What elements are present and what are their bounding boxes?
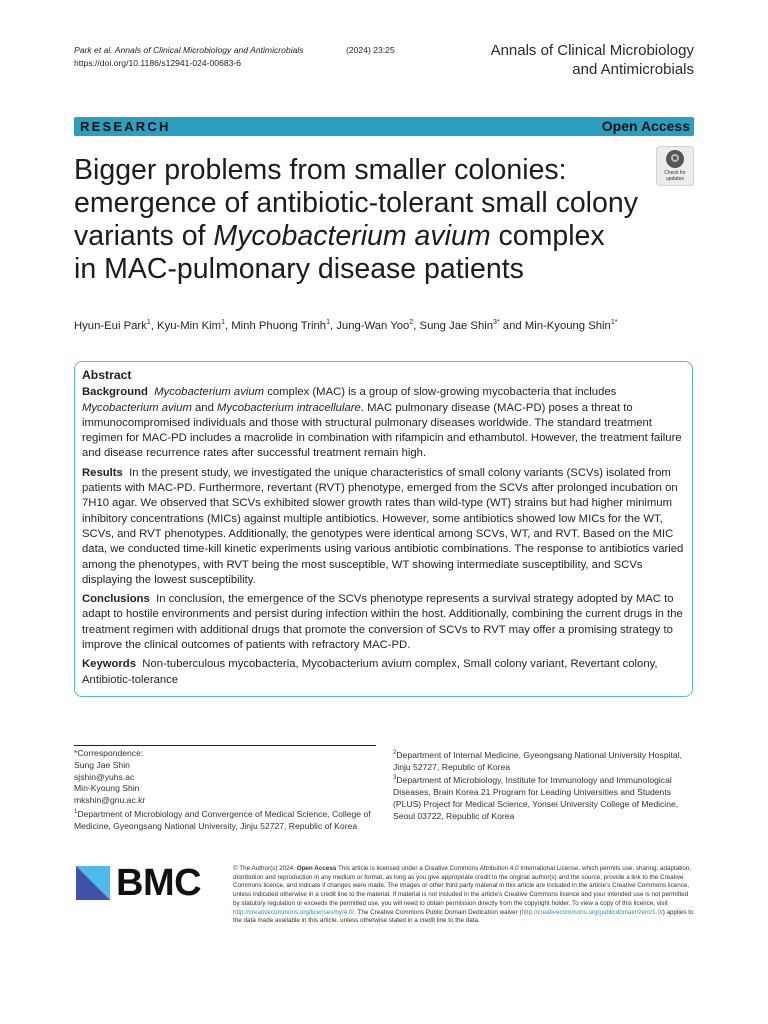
correspondence-label: *Correspondence: [74, 748, 144, 758]
background-label: Background [82, 386, 148, 399]
abstract-results [82, 466, 688, 588]
running-header [74, 44, 395, 70]
email-link[interactable]: mkshin@gnu.ac.kr [74, 795, 146, 806]
author-name: Sung Jae Shin [419, 319, 494, 332]
open-access-label: Open Access [601, 118, 690, 134]
section-banner [74, 117, 694, 136]
author-separator: , [329, 319, 337, 332]
abstract-background [82, 385, 688, 461]
license-text [233, 865, 695, 926]
title-species: Mycobacterium avium [213, 220, 491, 252]
author-name: Min-Kyoung Shin [524, 319, 611, 332]
section-label: RESEARCH [80, 119, 171, 134]
keywords-label: Keywords [82, 658, 136, 671]
title-line: emergence of antibiotic-tolerant small colony [74, 187, 638, 219]
affiliation-2 [393, 748, 693, 773]
author-name: Kyu-Min Kim [157, 319, 222, 332]
doi-link[interactable]: https://doi.org/10.1186/s12941-024-00683-6 [74, 58, 242, 68]
affiliation-text: Department of Microbiology, Institute for Immunology and Immunological Diseases, Brain Korea 21 Program for Leading Universities and Students (PLUS) Project for Medical Science, Yonsei University College of Medicine, Seoul 03722, Republic of Korea [393, 775, 679, 821]
year-volume: (2024) 23:25 [346, 45, 395, 55]
bmc-logo-text: BMC [116, 862, 202, 904]
author-name: Minh Phuong Trinh [231, 319, 327, 332]
abstract-text: complex (MAC) is a group of slow-growing mycobacteria that includes [264, 386, 617, 399]
author-separator: , [413, 319, 420, 332]
author-separator: and [499, 319, 525, 332]
affiliations-right [393, 748, 693, 823]
footnote-divider [74, 745, 376, 746]
author-affiliation-marker: 1 [221, 319, 225, 326]
abstract-box [74, 361, 693, 697]
author-affiliation-marker: 1 [146, 319, 151, 326]
email-link[interactable]: sjshin@yuhs.ac [74, 771, 135, 782]
affiliation-marker: 2 [393, 750, 397, 756]
title-text: variants of [74, 220, 214, 252]
title-line: Bigger problems from smaller colonies: [74, 154, 567, 186]
correspondence-block [74, 748, 374, 832]
citation-text: Park et al. Annals of Clinical Microbiology and Antimicrobials [74, 45, 304, 55]
journal-name-line2: and Antimicrobials [572, 61, 694, 78]
author-affiliation-marker: 3* [493, 319, 500, 326]
affiliation-1 [74, 807, 374, 832]
license-part: This article is licensed under a Creative Commons Attribution 4.0 International License, which permits use, sharing, adaptation, distribution and reproduction in any medium or format, as long as you give appropriate credit to the original author(s) and the source, provide a link to the Creative Commons licence, and indicate if changes were made. The images or other third party material in this article are included in the article’s Creative Commons licence, unless indicated otherwise in a credit line to the material. If material is not included in the article’s Creative Commons licence and your intended use is not permitted by statutory regulation or exceeds the permitted use, you will need to obtain permission directly from the copyright holder. To view a copy of this licence, visit [233, 865, 692, 907]
abstract-text: . MAC pulmonary disease (MAC-PD) poses a threat to immunocompromised individuals and those with structural pulmonary diseases worldwide. The standard treatment regimen for MAC-PD includes a macrolide in combination with rifampicin and ethambutol. However, the treatment failure and disease recurrence rates after successful treatment remain high. [82, 401, 682, 460]
journal-name-line1: Annals of Clinical Microbiology [490, 42, 694, 59]
title-line [74, 220, 654, 253]
check-for-updates-button[interactable] [656, 146, 694, 186]
abstract-text: In conclusion, the emergence of the SCVs phenotype represents a survival strategy adopted by MAC to adapt to hostile environments and persist during infection within the host. Additionally, combining the current drugs in the treatment regimen with additional drugs that promote the conversion of SCVs to RVT may offer a promising strategy to improve the clinical outcomes of patients with refractory MAC-PD. [82, 593, 683, 652]
affiliation-text: Department of Microbiology and Convergence of Medical Science, College of Medicine, Gyeongsang National University, Jinju 52727, Republic of Korea [74, 808, 371, 831]
abstract-keywords [82, 657, 688, 688]
title-text: complex [490, 220, 605, 252]
corresponding-author: Min-Kyoung Shin [74, 783, 140, 794]
license-open-access: Open Access [296, 865, 337, 872]
author-name: Jung-Wan Yoo [336, 319, 410, 332]
author-affiliation-marker: 2 [409, 319, 414, 326]
abstract-text: and [191, 401, 218, 414]
author-affiliation-marker: 1 [326, 319, 330, 326]
license-link[interactable]: http://creativecommons.org/publicdomain/zero/1.0/ [521, 908, 663, 916]
check-updates-line2: updates [666, 176, 684, 182]
author-name: Hyun-Eui Park [74, 319, 147, 332]
species-name: Mycobacterium intracellulare [217, 401, 361, 414]
species-name: Mycobacterium avium [154, 386, 265, 399]
journal-name [491, 41, 694, 79]
affiliation-text: Department of Internal Medicine, Gyeongsang National University Hospital, Jinju 52727, Republic of Korea [393, 749, 682, 772]
license-part: . The Creative Commons Public Domain Dedication waiver ( [354, 908, 522, 916]
keywords-text: Non-tuberculous mycobacteria, Mycobacterium avium complex, Small colony variant, Revertant colony, Antibiotic-tolerance [82, 658, 658, 686]
affiliation-3 [393, 773, 693, 822]
license-part: ) applies to the data made available in this article, unless otherwise stated in a credit line to the data. [233, 908, 694, 925]
license-part: © The Author(s) 2024. [233, 865, 297, 872]
conclusions-label: Conclusions [82, 593, 150, 606]
check-updates-line1: Check for [664, 170, 686, 176]
check-updates-label [657, 170, 693, 182]
author-affiliation-marker: 1* [610, 319, 618, 326]
affiliation-marker: 3 [393, 775, 397, 782]
license-link[interactable]: http://creativecommons.org/licenses/by/4.0/ [233, 908, 355, 916]
article-title [74, 154, 654, 286]
author-separator: , [150, 319, 158, 332]
species-name: Mycobacterium avium [82, 401, 192, 414]
abstract-heading: Abstract [82, 368, 132, 382]
abstract-text: In the present study, we investigated the unique characteristics of small colony variants (SCVs) isolated from patients with MAC-PD. Furthermore, revertant (RVT) phenotype, emerged from the SCVs after prolonged incubation on 7H10 agar. We observed that SCVs exhibited slower growth rates than wild-type (WT) strains but had higher minimum inhibitory concentrations (MICs) against multiple antibiotics. However, some antibiotics showed low MICs for the WT, SCVs, and RVT phenotypes. Additionally, the genotypes were identical among SCVs, WT, and RVT. Based on the MIC data, we conducted time-kill kinetic experiments using various antibiotic combinations. The response to antibiotics varied among the phenotypes, with RVT being the most susceptible, WT showing intermediate susceptibility, and SCVs displaying the lowest susceptibility. [82, 466, 684, 586]
check-updates-icon [666, 150, 684, 168]
abstract-conclusions [82, 592, 688, 653]
title-line: in MAC-pulmonary disease patients [74, 253, 524, 285]
author-separator: , [224, 319, 232, 332]
corresponding-author: Sung Jae Shin [74, 759, 130, 770]
affiliation-marker: 1 [74, 808, 78, 815]
author-list [74, 316, 694, 333]
bmc-logo [76, 862, 216, 906]
bmc-logo-mark [76, 866, 110, 900]
results-label: Results [82, 466, 123, 479]
